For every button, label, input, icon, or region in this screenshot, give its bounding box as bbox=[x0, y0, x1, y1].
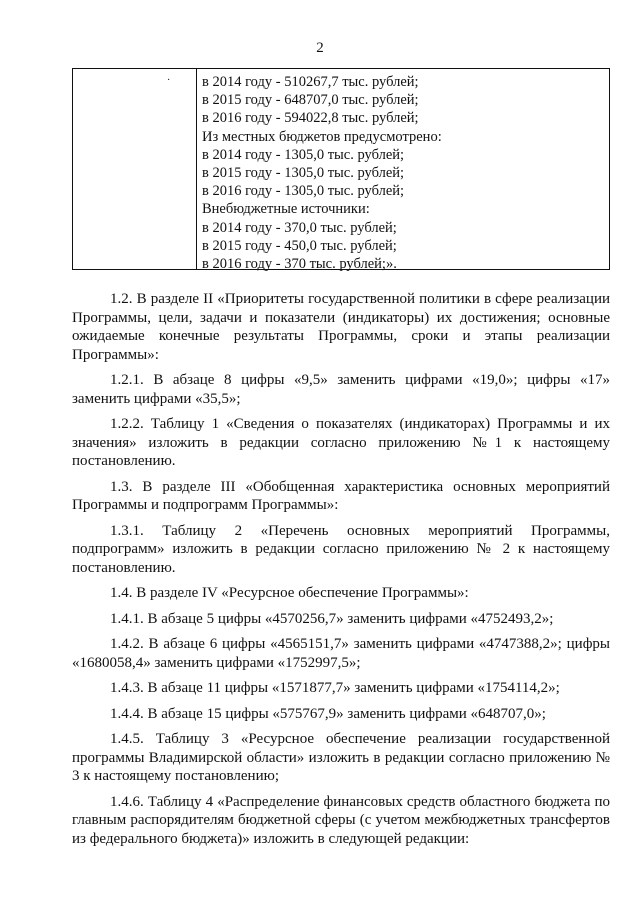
funding-table bbox=[72, 68, 610, 273]
paragraph-1-3: 1.3. В разделе III «Обобщенная характеристика основных мероприятий Программы и подпрограмм Программы»: bbox=[72, 478, 610, 513]
paragraph-1-4-2: 1.4.2. В абзаце 6 цифры «4565151,7» заменить цифрами «4747388,2»; цифры «1680058,4» заменить цифрами «1752997,5»; bbox=[72, 636, 610, 671]
paragraph-1-4-3: 1.4.3. В абзаце 11 цифры «1571877,7» заменить цифрами «1754114,2»; bbox=[110, 680, 560, 696]
table-line: в 2016 году - 370 тыс. рублей;». bbox=[202, 256, 397, 273]
table-line: Из местных бюджетов предусмотрено: bbox=[202, 128, 442, 145]
paragraph-1-4-6: 1.4.6. Таблицу 4 «Распределение финансовых средств областного бюджета по главным распорядителям бюджетной сферы (с учетом межбюджетных трансфертов из федерального бюджета)» изложить в следующей редакции: bbox=[72, 793, 610, 847]
paragraph-1-2: 1.2. В разделе II «Приоритеты государственной политики в сфере реализации Программы, цели, задачи и показатели (индикаторы) их достижения; основные ожидаемые конечные результаты Программы, сроки и этапы реализации Программы»: bbox=[72, 291, 610, 363]
table-left-cell bbox=[73, 69, 197, 269]
document-body bbox=[72, 290, 610, 855]
paragraph-1-2-2: 1.2.2. Таблицу 1 «Сведения о показателях (индикаторах) Программы и их значения» изложить в редакции согласно приложению №1 к настоящему постановлению. bbox=[72, 416, 610, 469]
table-line: в 2014 году - 510267,7 тыс. рублей; bbox=[202, 74, 419, 90]
table-line: в 2015 году - 450,0 тыс. рублей; bbox=[202, 237, 397, 254]
paragraph-1-4: 1.4. В разделе IV «Ресурсное обеспечение Программы»: bbox=[110, 585, 469, 601]
table-line: в 2015 году - 648707,0 тыс. рублей; bbox=[202, 92, 419, 109]
table-line: Внебюджетные источники: bbox=[202, 201, 370, 218]
paragraph-1-4-4: 1.4.4. В абзаце 15 цифры «575767,9» заменить цифрами «648707,0»; bbox=[110, 705, 546, 722]
page-number: 2 bbox=[316, 40, 324, 56]
paragraph-1-4-1: 1.4.1. В абзаце 5 цифры «4570256,7» заменить цифрами «4752493,2»; bbox=[110, 610, 554, 627]
table-line: в 2014 году - 1305,0 тыс. рублей; bbox=[202, 146, 405, 163]
table-line: в 2016 году - 1305,0 тыс. рублей; bbox=[202, 183, 405, 200]
paragraph-1-3-1: 1.3.1. Таблицу 2 «Перечень основных мероприятий Программы, подпрограмм» изложить в редакции согласно приложению № 2 к настоящему постановлению. bbox=[72, 522, 610, 576]
table-line: в 2015 году - 1305,0 тыс. рублей; bbox=[202, 165, 405, 182]
table-right-cell bbox=[202, 73, 605, 273]
table-left-mark: · bbox=[167, 75, 171, 86]
paragraph-1-2-1: 1.2.1. В абзаце 8 цифры «9,5» заменить цифрами «19,0»; цифры «17» заменить цифрами «35,5»; bbox=[72, 372, 610, 407]
paragraph-1-4-5: 1.4.5. Таблицу 3 «Ресурсное обеспечение реализации государственной программы Владимирской области» изложить в редакции согласно приложению № 3 к настоящему постановлению; bbox=[72, 731, 610, 784]
table-line: в 2016 году - 594022,8 тыс. рублей; bbox=[202, 110, 419, 127]
table-line: в 2014 году - 370,0 тыс. рублей; bbox=[202, 219, 397, 236]
